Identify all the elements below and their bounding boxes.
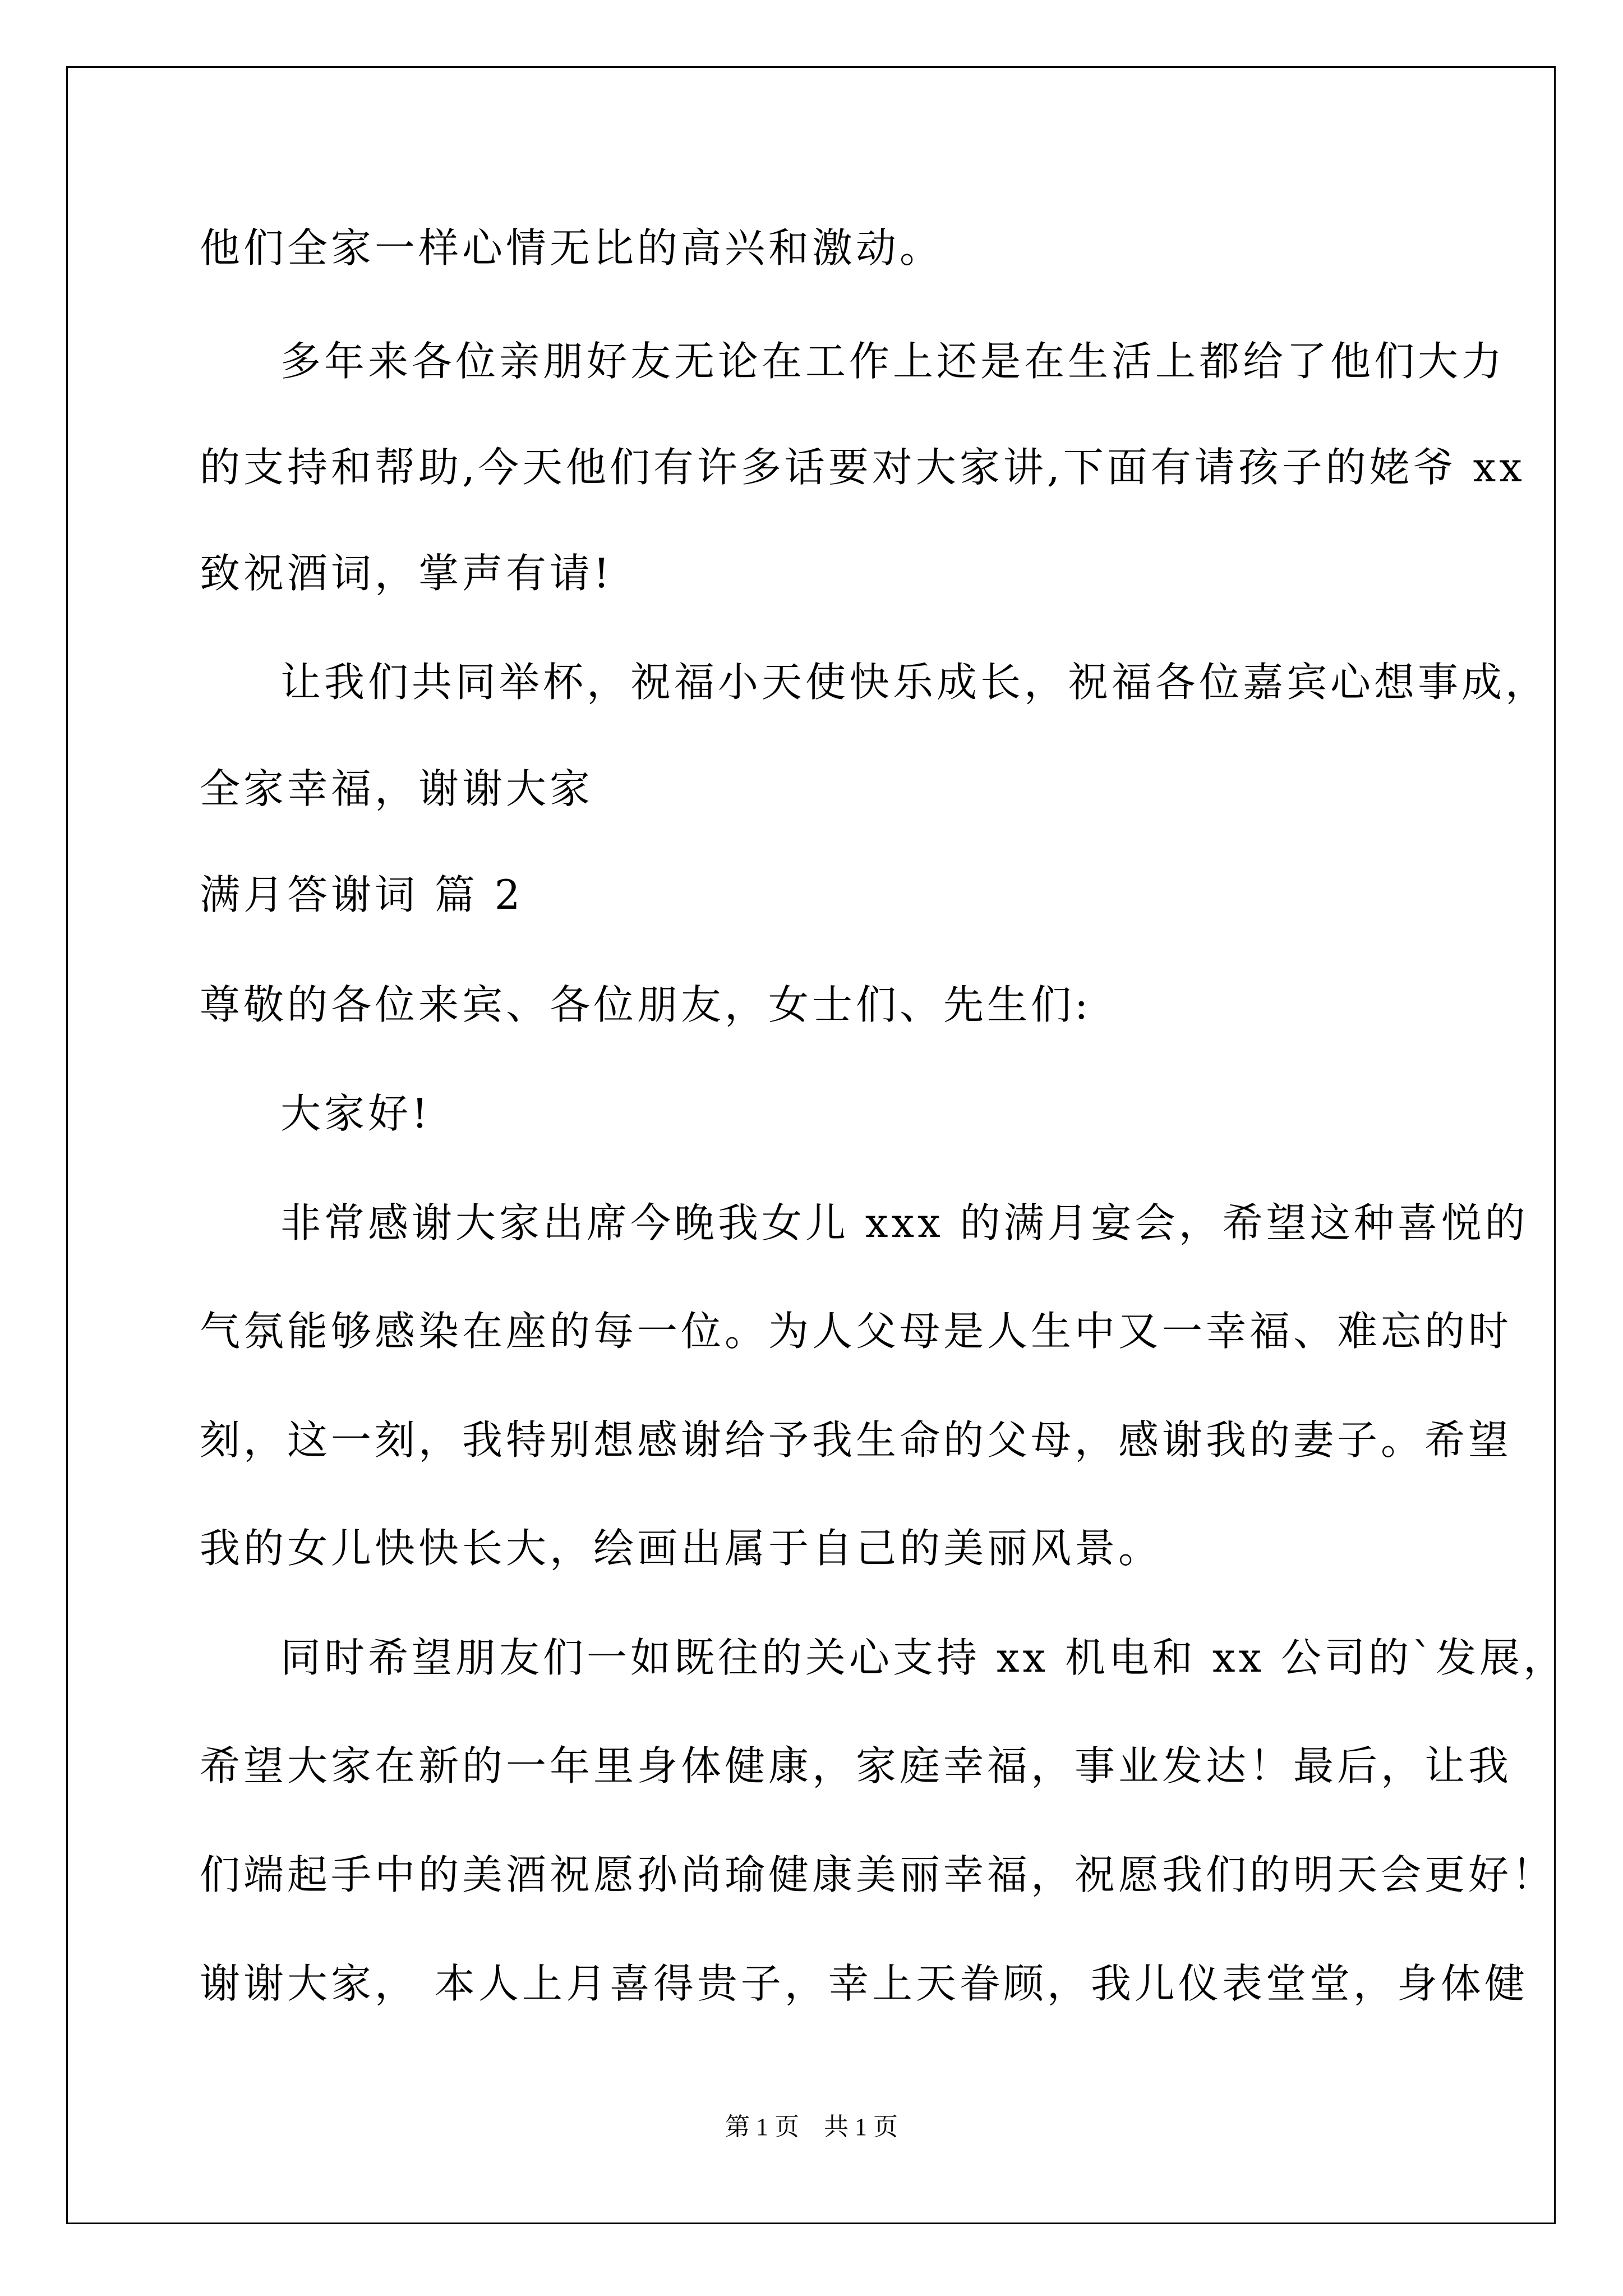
paragraph-line: 们端起手中的美酒祝愿孙尚瑜健康美丽幸福，祝愿我们的明天会更好！ (200, 1851, 1556, 1898)
page-number: 第 1 页 共 1 页 (725, 2113, 898, 2141)
paragraph-line: 致祝酒词，掌声有请! (200, 550, 613, 597)
greeting: 大家好! (280, 1090, 431, 1137)
paragraph-line: 他们全家一样心情无比的高兴和激动。 (200, 224, 944, 272)
paragraph-line: 谢谢大家， 本人上月喜得贵子，幸上天眷顾，我儿仪表堂堂，身体健 (200, 1960, 1528, 2007)
paragraph-line: 多年来各位亲朋好友无论在工作上还是在生活上都给了他们大力 (280, 338, 1506, 385)
paragraph-line: 全家幸福，谢谢大家 (200, 765, 594, 812)
paragraph-line: 希望大家在新的一年里身体健康，家庭幸福，事业发达！最后，让我 (200, 1742, 1513, 1789)
paragraph-line: 刻，这一刻，我特别想感谢给予我生命的父母，感谢我的妻子。希望 (200, 1416, 1513, 1464)
paragraph-line: 同时希望朋友们一如既往的关心支持 xx 机电和 xx 公司的`发展， (280, 1634, 1567, 1681)
paragraph-line: 的支持和帮助,今天他们有许多话要对大家讲,下面有请孩子的姥爷 xx (200, 444, 1525, 491)
paragraph-line: 气氛能够感染在座的每一位。为人父母是人生中又一幸福、难忘的时 (200, 1308, 1513, 1355)
section-heading: 满月答谢词 篇 2 (200, 871, 524, 918)
paragraph-line: 让我们共同举杯，祝福小天使快乐成长，祝福各位嘉宾心想事成， (280, 659, 1550, 706)
paragraph-line: 我的女儿快快长大，绘画出属于自己的美丽风景。 (200, 1525, 1163, 1572)
paragraph-line: 非常感谢大家出席今晚我女儿 xxx 的满月宴会，希望这种喜悦的 (280, 1199, 1529, 1246)
salutation: 尊敬的各位来宾、各位朋友，女士们、先生们: (200, 981, 1092, 1028)
